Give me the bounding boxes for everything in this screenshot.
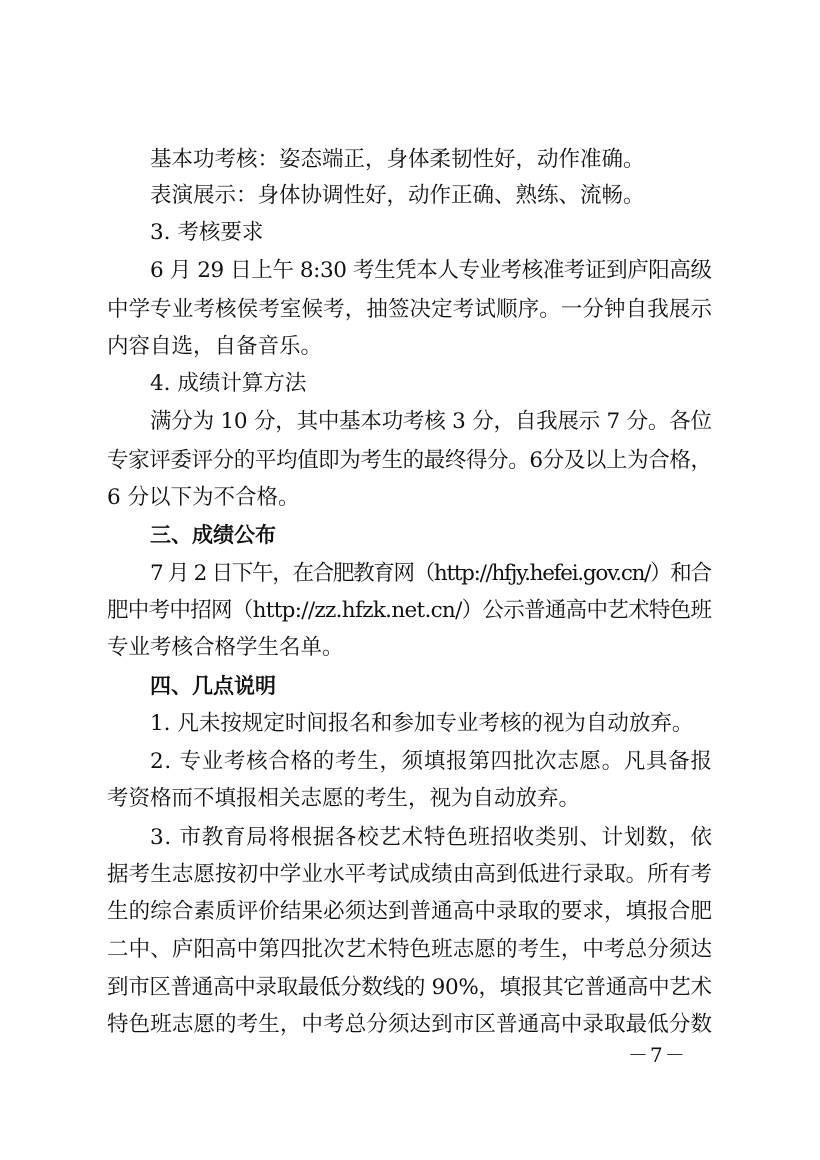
section-heading-line	[0, 515, 820, 555]
paragraph-line	[0, 779, 820, 819]
paragraph-line	[0, 742, 820, 782]
text-note-3-a: 3. 市教育局将根据各校艺术特色班招收类别、计划数，依	[150, 825, 713, 850]
subheading-scoring: 4. 成绩计算方法	[150, 371, 307, 396]
section-heading-results: 三、成绩公布	[150, 523, 276, 547]
paragraph-line	[0, 704, 820, 744]
paragraph-line	[0, 290, 820, 330]
paragraph-line	[0, 554, 820, 594]
subheading-line	[0, 364, 820, 404]
section-heading-line	[0, 666, 820, 706]
text-note-3-b: 据考生志愿按初中学业水平考试成绩由高到低进行录取。所有考	[107, 862, 713, 887]
text-basic-skill: 基本功考核：姿态端正，身体柔韧性好，动作准确。	[150, 147, 645, 172]
paragraph-line	[0, 628, 820, 668]
text-scoring-2: 专家评委评分的平均值即为考生的最终得分。6分及以上为合格，	[107, 448, 712, 473]
paragraph-line	[0, 478, 820, 518]
paragraph-line	[0, 176, 820, 216]
text-note-3-d: 二中、庐阳高中第四批次艺术特色班志愿的考生，中考总分须达	[107, 937, 713, 962]
text-note-2-a: 2. 专业考核合格的考生，须填报第四批次志愿。凡具备报	[150, 749, 713, 774]
subheading-line	[0, 213, 820, 253]
paragraph-line	[0, 327, 820, 367]
paragraph-line	[0, 818, 820, 858]
paragraph-line	[0, 968, 820, 1008]
text-performance: 表演展示：身体协调性好，动作正确、熟练、流畅。	[150, 183, 645, 208]
text-note-3-e: 到市区普通高中录取最低分数线的 90%，填报其它普通高中艺术	[107, 975, 712, 1000]
text-requirements-1: 6 月 29 日上午 8:30 考生凭本人专业考核准考证到庐阳高级	[150, 258, 712, 283]
text-note-3-c: 生的综合素质评价结果必须达到普通高中录取的要求，填报合肥	[107, 899, 713, 924]
text-scoring-1: 满分为 10 分，其中基本功考核 3 分，自我展示 7 分。各位	[150, 409, 712, 434]
section-heading-notes: 四、几点说明	[150, 674, 276, 698]
text-results-1: 7 月 2 日下午，在合肥教育网（http://hfjy.hefei.gov.cn/）和合	[150, 561, 711, 586]
paragraph-line	[0, 251, 820, 291]
text-note-1: 1. 凡未按规定时间报名和参加专业考核的视为自动放弃。	[150, 711, 694, 736]
paragraph-line	[0, 441, 820, 481]
paragraph-line	[0, 855, 820, 895]
text-note-2-b: 考资格而不填报相关志愿的考生，视为自动放弃。	[107, 786, 581, 811]
paragraph-line	[0, 140, 820, 180]
subheading-requirements: 3. 考核要求	[150, 220, 264, 245]
paragraph-line	[0, 892, 820, 932]
text-requirements-3: 内容自选，自备音乐。	[107, 334, 323, 359]
paragraph-line	[0, 1005, 820, 1045]
text-note-3-f: 特色班志愿的考生，中考总分须达到市区普通高中录取最低分数	[107, 1012, 713, 1037]
text-scoring-3: 6 分以下为不合格。	[107, 485, 300, 510]
text-results-2: 肥中考中招网（http://zz.hfzk.net.cn/）公示普通高中艺术特色班	[107, 598, 712, 623]
paragraph-line	[0, 930, 820, 970]
page-number: －7－	[628, 1043, 687, 1067]
text-results-3: 专业考核合格学生名单。	[107, 635, 344, 660]
paragraph-line	[0, 402, 820, 442]
paragraph-line	[0, 591, 820, 631]
text-requirements-2: 中学专业考核侯考室候考，抽签决定考试顺序。一分钟自我展示	[107, 297, 713, 322]
